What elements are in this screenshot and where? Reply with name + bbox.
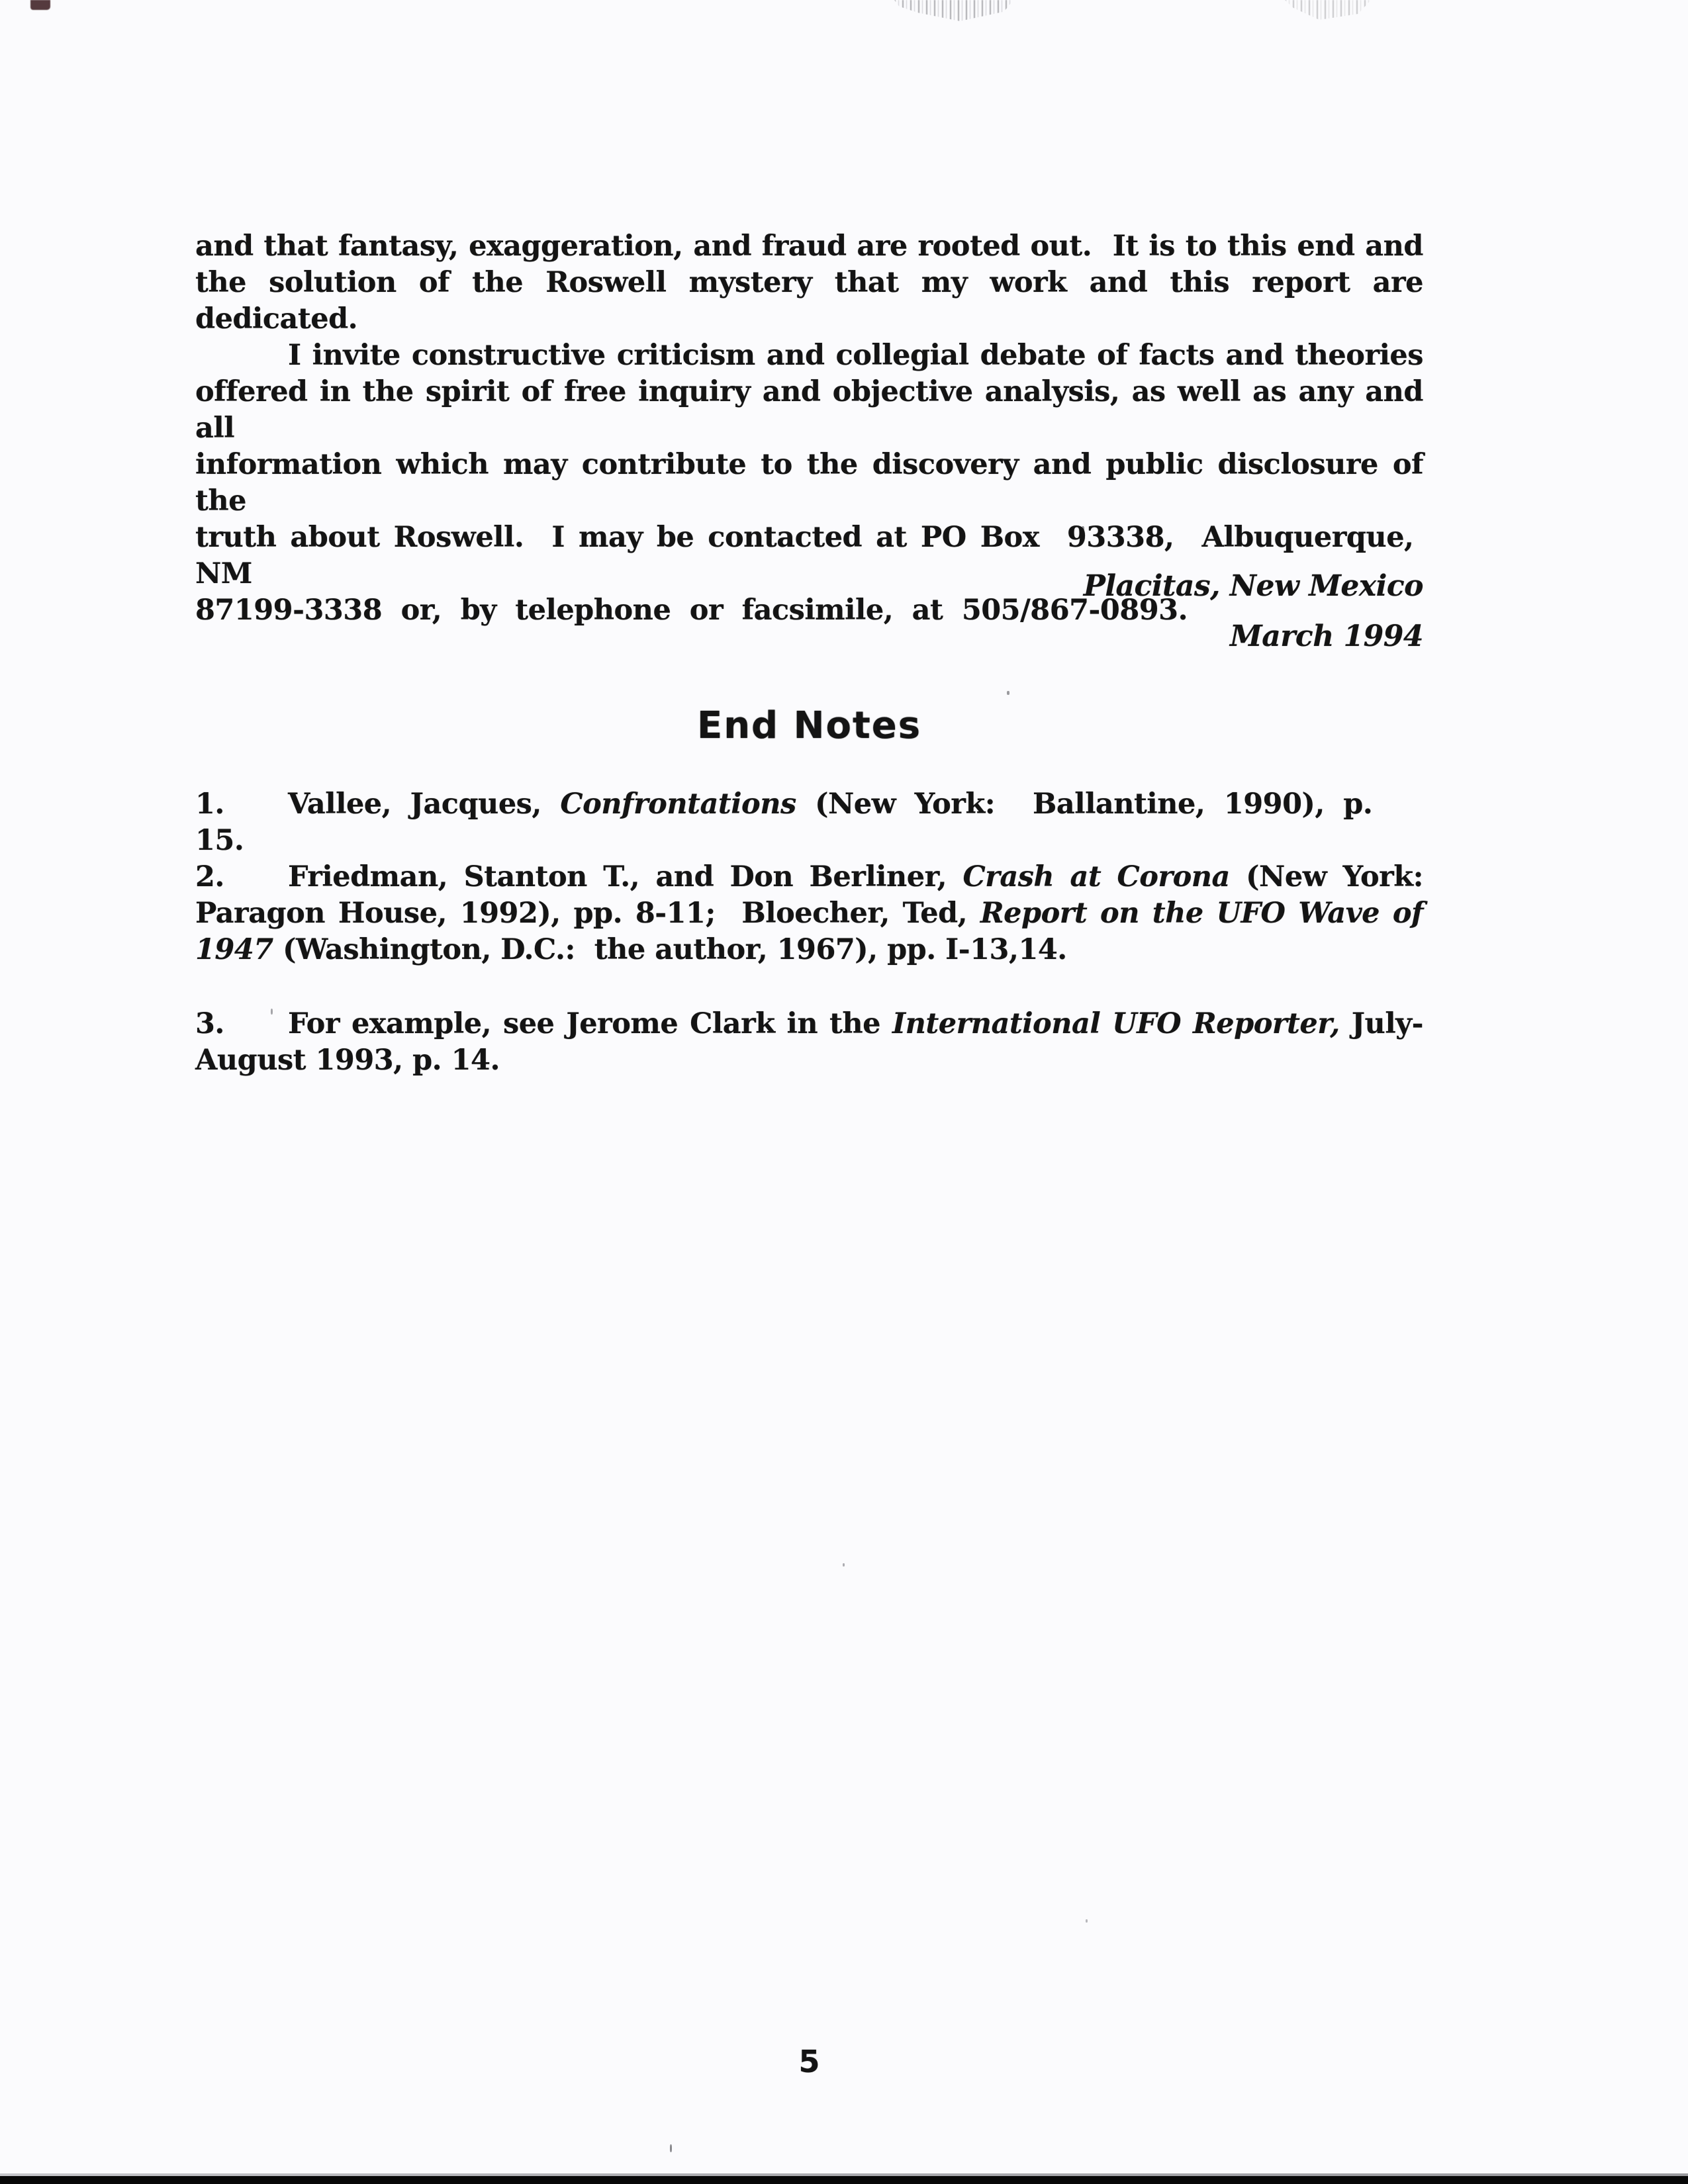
text-segment: and that fantasy, exaggeration, and fraud are rooted out. It is to this end and	[195, 230, 1423, 263]
text-line	[195, 1006, 1423, 1042]
italic-text-segment: Report on the UFO Wave of	[980, 897, 1423, 930]
note-number: 1.	[195, 788, 224, 821]
text-segment: offered in the spirit of free inquiry and objective analysis, as well as any and all	[195, 375, 1423, 445]
text-line	[195, 301, 1423, 338]
italic-text-segment: International UFO Reporter,	[892, 1007, 1340, 1040]
text-line	[195, 447, 1423, 520]
text-segment: For example, see Jerome Clark in the	[288, 1007, 892, 1040]
body-paragraph-1	[195, 228, 1423, 338]
text-line	[195, 265, 1423, 301]
text-line	[195, 932, 1423, 968]
scan-speck	[1086, 1919, 1088, 1923]
text-segment: truth about Roswell. I may be contacted at PO Box 93338, Albuquerque, NM	[195, 521, 1423, 590]
italic-text-segment: Confrontations	[560, 788, 796, 821]
text-line	[195, 1042, 1423, 1079]
text-segment: I invite constructive criticism and collegial debate of facts and theories	[288, 339, 1423, 372]
dateline-date: March 1994	[1230, 619, 1423, 653]
italic-text-segment: Crash at Corona	[962, 860, 1230, 893]
text-segment: (New York:	[1229, 860, 1423, 893]
text-segment: July-	[1339, 1007, 1423, 1040]
scan-speck	[670, 2144, 672, 2152]
text-line	[195, 859, 1423, 895]
scan-corner-mark	[30, 0, 50, 10]
dateline-place: Placitas, New Mexico	[1083, 569, 1423, 603]
scan-smudge-top-center	[894, 0, 1013, 21]
endnotes-heading: End Notes	[696, 704, 922, 747]
text-segment: Paragon House, 1992), pp. 8-11; Bloecher, Ted,	[195, 897, 980, 930]
endnote-1	[195, 786, 1423, 859]
dateline	[195, 561, 1423, 662]
endnote-3	[195, 1006, 1423, 1079]
scan-smudge-top-right	[1285, 0, 1371, 20]
text-segment: the solution of the Roswell mystery that my work and this report are	[195, 266, 1423, 299]
note-number: 2.	[195, 860, 224, 893]
text-segment: Vallee, Jacques,	[288, 788, 561, 821]
scan-speck	[843, 1563, 845, 1567]
text-segment: information which may contribute to the discovery and public disclosure of the	[195, 448, 1423, 518]
page-number: 5	[798, 2044, 820, 2079]
endnote-2	[195, 859, 1423, 968]
text-segment: (New York: Ballantine, 1990), p. 15.	[195, 788, 1373, 857]
text-segment: 87199-3338 or, by telephone or facsimile, at 505/867-0893.	[195, 594, 1188, 627]
text-line	[195, 338, 1423, 374]
text-segment: (Washington, D.C.: the author, 1967), pp. I-13,14.	[273, 933, 1067, 966]
text-line	[195, 895, 1423, 932]
text-line	[195, 228, 1423, 265]
text-segment: dedicated.	[195, 302, 358, 336]
scan-edge-bar	[0, 2176, 1688, 2184]
text-line	[195, 374, 1423, 447]
italic-text-segment: 1947	[195, 933, 273, 966]
text-line	[195, 786, 1423, 859]
text-segment: Friedman, Stanton T., and Don Berliner,	[288, 860, 963, 893]
text-segment: August 1993, p. 14.	[195, 1044, 500, 1077]
note-number: 3.	[195, 1007, 224, 1040]
scan-speck	[1007, 691, 1009, 695]
